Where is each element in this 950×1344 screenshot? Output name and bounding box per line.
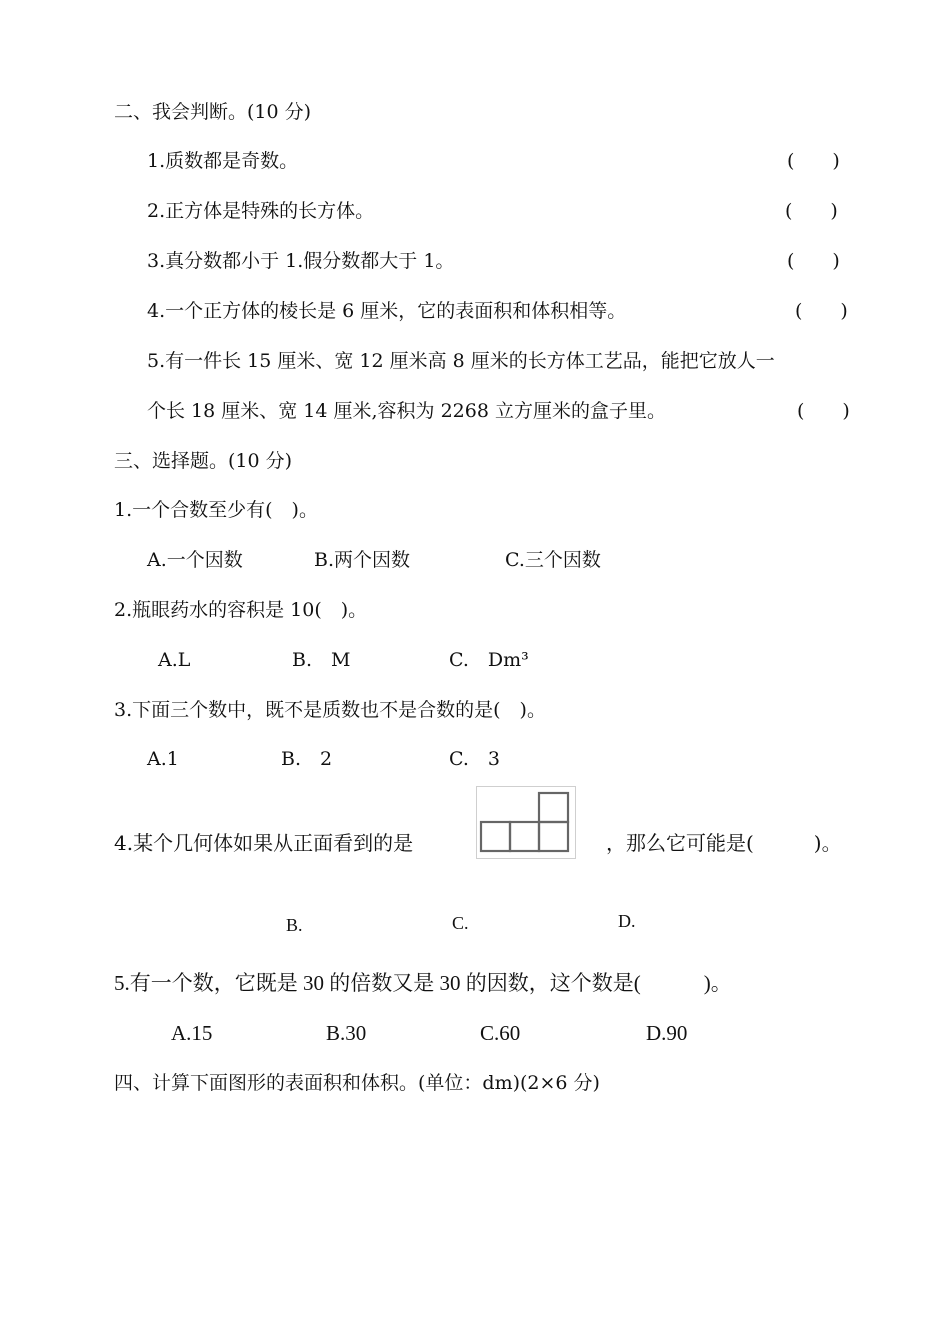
section-4-title: 四、计算下面图形的表面积和体积。(单位：dm)(2×6 分) (114, 1072, 600, 1094)
choice-q1-option-a[interactable]: A.一个因数 (147, 549, 243, 571)
judge-item-2-answer[interactable]: ( ) (785, 200, 838, 222)
judge-item-1: 1.质数都是奇数。 (147, 150, 299, 172)
choice-q5-option-d[interactable]: D.90 (646, 1021, 688, 1045)
choice-q1-option-c[interactable]: C.三个因数 (505, 549, 601, 571)
judge-item-1-answer[interactable]: ( ) (787, 150, 840, 172)
choice-q5-option-b[interactable]: B.30 (326, 1021, 367, 1045)
choice-q3-option-c[interactable]: C. 3 (449, 748, 500, 770)
choice-q1-option-b[interactable]: B.两个因数 (314, 549, 411, 571)
choice-q3: 3.下面三个数中，既不是质数也不是合数的是( )。 (114, 699, 546, 721)
choice-q4-option-c[interactable]: C. (452, 913, 469, 933)
judge-item-5-line-1: 5.有一件长 15 厘米、宽 12 厘米高 8 厘米的长方体工艺品，能把它放人一 (147, 350, 775, 372)
choice-q3-option-a[interactable]: A.1 (147, 748, 179, 770)
section-3-title: 三、选择题。(10 分) (114, 450, 293, 472)
judge-item-5-answer[interactable]: ( ) (797, 400, 850, 422)
choice-q2-option-c[interactable]: C. Dm³ (449, 649, 529, 671)
judge-item-4: 4.一个正方体的棱长是 6 厘米，它的表面积和体积相等。 (147, 300, 627, 322)
judge-item-2: 2.正方体是特殊的长方体。 (147, 200, 375, 222)
choice-q4-option-b[interactable]: B. (286, 915, 303, 935)
judge-item-3-answer[interactable]: ( ) (787, 250, 840, 272)
choice-q2-option-a[interactable]: A.L (158, 649, 191, 671)
choice-q5: 5.有一个数，它既是 30 的倍数又是 30 的因数，这个数是( )。 (114, 971, 732, 995)
choice-q4-option-d[interactable]: D. (618, 911, 636, 931)
judge-item-5-line-2: 个长 18 厘米、宽 14 厘米,容积为 2268 立方厘米的盒子里。 (147, 400, 666, 422)
choice-q4-text-before: 4.某个几何体如果从正面看到的是 (114, 831, 414, 855)
choice-q2-option-b[interactable]: B. M (292, 649, 351, 671)
section-2-title: 二、我会判断。(10 分) (114, 101, 312, 123)
choice-q3-option-b[interactable]: B. 2 (281, 748, 333, 770)
judge-item-3: 3.真分数都小于 1.假分数都大于 1。 (147, 250, 455, 272)
choice-q4-text-after: ，那么它可能是( )。 (606, 831, 842, 855)
choice-q5-option-c[interactable]: C.60 (480, 1021, 521, 1045)
choice-q1: 1.一个合数至少有( )。 (114, 499, 318, 521)
choice-q2: 2.瓶眼药水的容积是 10( )。 (114, 599, 368, 621)
front-view-figure (476, 786, 576, 859)
choice-q5-option-a[interactable]: A.15 (171, 1021, 213, 1045)
judge-item-4-answer[interactable]: ( ) (795, 300, 848, 322)
